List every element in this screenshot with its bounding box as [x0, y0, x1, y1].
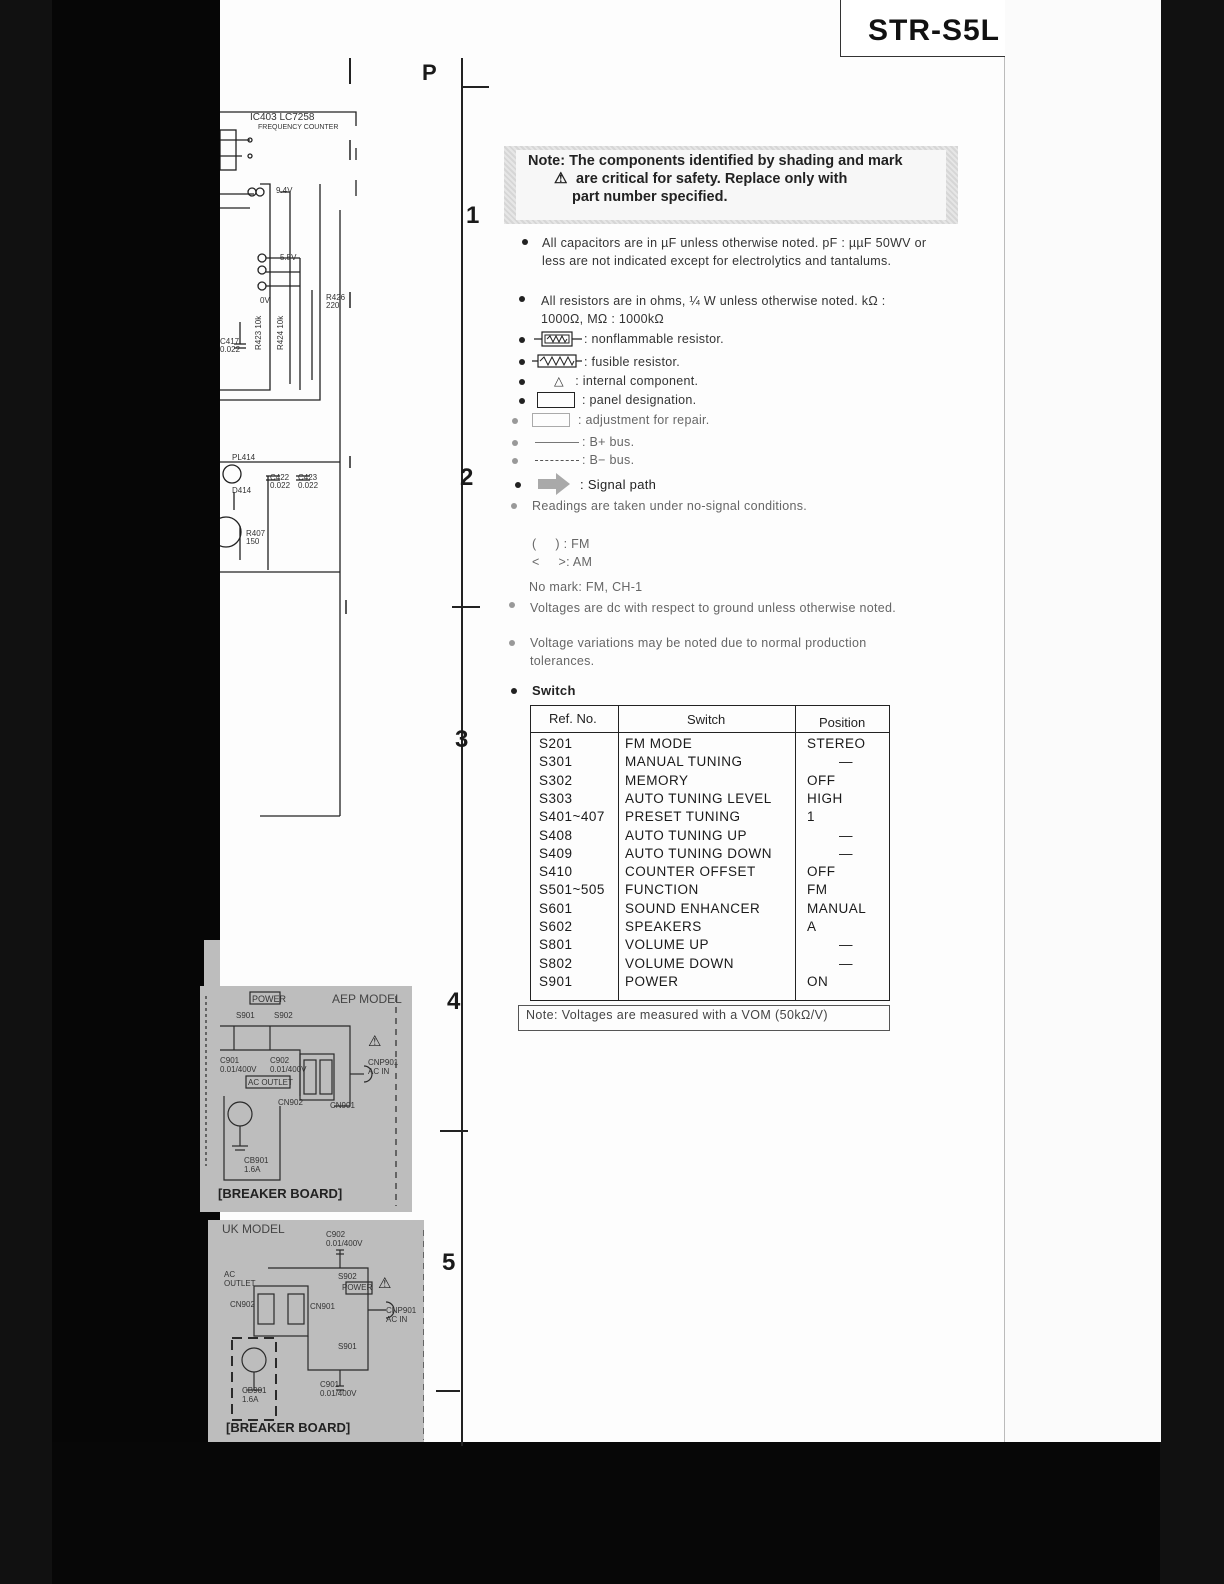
- cell-ref: S901: [539, 973, 573, 989]
- vom-note-text: Note: Voltages are measured with a VOM (50kΩ/V): [526, 1008, 828, 1022]
- aep-s901: S901: [236, 1011, 255, 1020]
- grid-tick: [461, 86, 489, 88]
- aep-cb901: CB901 1.6A: [244, 1156, 269, 1174]
- cell-position: —: [839, 845, 853, 861]
- table-header-rule: [531, 732, 889, 733]
- model-title: STR-S5L: [868, 14, 1001, 47]
- warning-triangle-icon: ⚠: [368, 1033, 382, 1050]
- column-letter: P: [422, 60, 437, 85]
- note-capacitors: All capacitors are in µF unless otherwise noted. pF : µµF 50WV or less are not indicated except for electrolytics and tantalums.: [542, 236, 927, 268]
- uk-c902: C902 0.01/400V: [326, 1230, 363, 1248]
- table-col-rule: [618, 706, 619, 1000]
- bullet-dot: [509, 602, 515, 608]
- aep-c902: C902 0.01/400V: [270, 1056, 307, 1074]
- bullet-dot: [519, 359, 525, 365]
- uk-power-label: POWER: [342, 1283, 373, 1292]
- scan-border-left: [52, 0, 220, 1584]
- bullet-dot: [522, 239, 528, 245]
- b-minus-bus-icon: [535, 460, 579, 461]
- bullet-dot: [519, 379, 525, 385]
- cell-ref: S410: [539, 864, 573, 880]
- bullet-dot: [519, 296, 525, 302]
- voltage-variation-text: Voltage variations may be noted due to normal production tolerances.: [530, 636, 867, 668]
- am-reading-legend: < >: AM: [532, 555, 593, 569]
- cell-position: OFF: [807, 772, 836, 788]
- aep-model-label: AEP MODEL: [332, 992, 402, 1006]
- cell-switch: SPEAKERS: [625, 919, 702, 934]
- pl414-label: PL414: [232, 453, 256, 462]
- b-plus-bus-icon: [535, 442, 579, 443]
- note-line-3: part number specified.: [572, 189, 728, 205]
- d414-label: D414: [232, 486, 252, 495]
- cell-switch: FUNCTION: [625, 882, 699, 898]
- signal-path-text: : Signal path: [580, 477, 657, 492]
- internal-component-text: △ : internal component.: [554, 374, 699, 388]
- grid-tick: [452, 606, 480, 608]
- cell-ref: S501~505: [539, 882, 605, 898]
- grid-tick: [436, 1390, 460, 1392]
- cell-position: OFF: [807, 864, 836, 880]
- cell-position: —: [839, 937, 853, 953]
- cell-switch: AUTO TUNING UP: [625, 827, 748, 843]
- uk-c901: C901 0.01/400V: [320, 1380, 357, 1398]
- cell-ref: S401~407: [539, 809, 605, 825]
- uk-s902: S902: [338, 1272, 357, 1281]
- row-number-1: 1: [466, 202, 480, 229]
- uk-model-label: UK MODEL: [222, 1222, 285, 1236]
- safety-note-text: [528, 152, 938, 206]
- ic403-subtitle: FREQUENCY COUNTER: [258, 124, 339, 131]
- r407-label: R407 150: [246, 529, 266, 546]
- warning-triangle-icon: ⚠: [378, 1275, 392, 1292]
- table-header-ref: Ref. No.: [549, 711, 597, 726]
- aep-cn901: CN901: [330, 1101, 355, 1110]
- cell-position: ON: [807, 973, 829, 989]
- aep-s902: S902: [274, 1011, 293, 1020]
- cell-ref: S602: [539, 919, 573, 934]
- note-line-1: Note: The components identified by shading and mark: [528, 153, 903, 169]
- c417-label: C417 0.022: [220, 337, 241, 354]
- cell-switch: PRESET TUNING: [625, 809, 741, 825]
- cell-switch: AUTO TUNING DOWN: [625, 845, 773, 861]
- b-minus-bus-text: : B− bus.: [582, 453, 635, 467]
- uk-ac-outlet: AC OUTLET: [224, 1270, 256, 1288]
- r423-label: R423 10k: [254, 315, 263, 350]
- note-resistors: All resistors are in ohms, ¼ W unless otherwise noted. kΩ : 1000Ω, MΩ : 1000kΩ: [541, 294, 886, 326]
- ic403-label: IC403 LC7258: [250, 112, 315, 123]
- cell-ref: S201: [539, 736, 573, 751]
- uk-cb901: CB901 1.6A: [242, 1386, 267, 1404]
- c423-label: C423 0.022: [298, 473, 319, 490]
- voltage-9-4v: 9.4V: [276, 186, 293, 195]
- grid-tick: [440, 1130, 468, 1132]
- b-plus-bus-text: : B+ bus.: [582, 435, 635, 449]
- cell-switch: SOUND ENHANCER: [625, 900, 761, 916]
- bullet-dot: [512, 440, 518, 446]
- no-mark-legend: No mark: FM, CH-1: [529, 580, 643, 594]
- cell-position: MANUAL: [807, 900, 867, 916]
- switch-table: [530, 705, 890, 1001]
- adjustment-repair-icon: [532, 413, 570, 427]
- cell-switch: FM MODE: [625, 736, 693, 751]
- bullet-dot: [515, 482, 521, 488]
- cell-ref: S301: [539, 754, 573, 770]
- table-header-switch: Switch: [687, 712, 726, 727]
- cell-ref: S802: [539, 955, 573, 971]
- r426-label: R426 220: [326, 293, 346, 310]
- schematic-fragment: [220, 100, 370, 830]
- cell-switch: POWER: [625, 973, 679, 989]
- readings-condition-text: Readings are taken under no-signal conditions.: [532, 499, 808, 513]
- fusible-resistor-icon: [532, 352, 582, 370]
- uk-breaker-schematic: [208, 1220, 424, 1442]
- aep-board-title: [BREAKER BOARD]: [218, 1186, 343, 1201]
- panel-designation-text: : panel designation.: [582, 393, 697, 407]
- grid-tick: [349, 58, 351, 84]
- bullet-dot: [512, 458, 518, 464]
- aep-breaker-schematic: [200, 986, 412, 1212]
- cell-position: —: [839, 754, 853, 770]
- bullet-dot: [511, 503, 517, 509]
- cell-ref: S801: [539, 937, 573, 953]
- panel-designation-icon: [537, 392, 575, 408]
- nonflammable-resistor-text: : nonflammable resistor.: [584, 332, 724, 346]
- cell-position: A: [807, 919, 817, 934]
- aep-c901: C901 0.01/400V: [220, 1056, 257, 1074]
- cell-switch: COUNTER OFFSET: [625, 864, 756, 880]
- aep-power-label: POWER: [252, 994, 287, 1004]
- uk-board-title: [BREAKER BOARD]: [226, 1420, 351, 1435]
- note-line-2-wrap: [528, 170, 938, 188]
- row-number-4: 4: [447, 988, 461, 1015]
- cell-position: —: [839, 827, 853, 843]
- fusible-resistor-text: : fusible resistor.: [584, 355, 681, 369]
- scan-border-bottom: [52, 1442, 1160, 1584]
- shading-strip: [204, 940, 220, 992]
- cell-position: HIGH: [807, 790, 843, 806]
- aep-cn902: CN902: [278, 1098, 303, 1107]
- aep-ac-outlet: AC OUTLET: [248, 1078, 293, 1087]
- voltages-dc-text: Voltages are dc with respect to ground unless otherwise noted.: [530, 601, 897, 615]
- switch-heading: Switch: [532, 683, 576, 698]
- row-number-3: 3: [455, 726, 469, 753]
- cell-position: FM: [807, 882, 828, 898]
- uk-s901: S901: [338, 1342, 357, 1351]
- bullet-dot: [519, 337, 525, 343]
- bullet-dot: [512, 418, 518, 424]
- cell-ref: S408: [539, 827, 573, 843]
- c422-label: C422 0.022: [270, 473, 291, 490]
- row-number-2: 2: [460, 464, 474, 491]
- bullet-dot: [509, 640, 515, 646]
- uk-cn901: CN901: [310, 1302, 335, 1311]
- cell-switch: MANUAL TUNING: [625, 754, 743, 770]
- cell-ref: S302: [539, 772, 573, 788]
- r424-label: R424 10k: [276, 315, 285, 350]
- bullet-dot: [519, 398, 525, 404]
- cell-switch: VOLUME UP: [625, 937, 710, 953]
- aep-cnp901: CNP901 AC IN: [368, 1058, 399, 1076]
- bullet-dot: [511, 688, 517, 694]
- cell-switch: VOLUME DOWN: [625, 955, 735, 971]
- warning-triangle-icon: ⚠: [554, 170, 568, 187]
- table-header-position: Position: [819, 715, 866, 730]
- adjustment-repair-text: : adjustment for repair.: [578, 413, 710, 427]
- note-line-2: are critical for safety. Replace only with: [576, 171, 848, 187]
- uk-cnp901: CNP901 AC IN: [386, 1306, 417, 1324]
- uk-cn902: CN902: [230, 1300, 255, 1309]
- cell-switch: AUTO TUNING LEVEL: [625, 790, 772, 806]
- cell-ref: S303: [539, 790, 573, 806]
- cell-position: —: [839, 955, 853, 971]
- voltage-5-5v: 5.5V: [280, 253, 297, 262]
- nonflammable-resistor-icon: [534, 330, 582, 348]
- table-col-rule: [795, 706, 796, 1000]
- cell-ref: S409: [539, 845, 573, 861]
- cell-switch: MEMORY: [625, 772, 689, 788]
- voltage-0v: 0V: [260, 296, 270, 305]
- page-right-margin: [1004, 0, 1161, 1442]
- cell-position: 1: [807, 809, 816, 825]
- cell-ref: S601: [539, 900, 573, 916]
- signal-path-arrow-icon: [538, 473, 572, 495]
- cell-position: STEREO: [807, 736, 866, 751]
- fm-reading-legend: ( ) : FM: [532, 537, 590, 551]
- row-number-5: 5: [442, 1249, 456, 1276]
